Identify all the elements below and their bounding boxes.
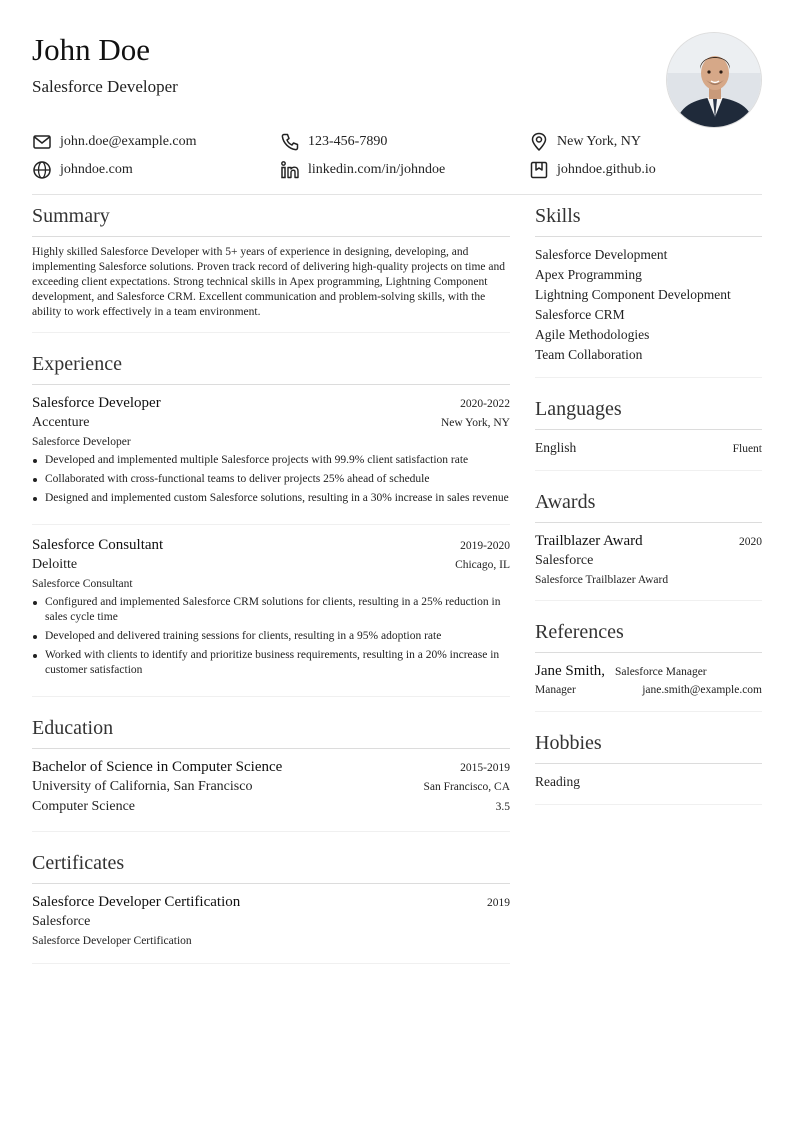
- skill-item: Agile Methodologies: [535, 327, 650, 342]
- job-role: Salesforce Consultant: [32, 578, 133, 590]
- candidate-title: Salesforce Developer: [32, 77, 178, 96]
- achievement-item: Collaborated with cross-functional teams to deliver projects 25% ahead of schedule: [32, 472, 510, 487]
- job-company: Accenture: [32, 415, 90, 430]
- github-text: johndoe.github.io: [557, 162, 656, 177]
- achievement-item: Developed and delivered training sessions for clients, resulting in a 95% adoption rate: [32, 629, 510, 644]
- profile-photo: [666, 32, 762, 128]
- experience-entry: [32, 393, 510, 525]
- skills-heading: Skills: [535, 203, 762, 237]
- right-column: [535, 203, 762, 982]
- skill-item: Lightning Component Development: [535, 287, 731, 302]
- languages-section: [535, 396, 762, 471]
- map-pin-icon: [529, 132, 549, 152]
- award-entry: [535, 531, 762, 601]
- school-location: San Francisco, CA: [423, 781, 510, 793]
- candidate-name: John Doe: [32, 32, 150, 67]
- certificates-heading: Certificates: [32, 850, 510, 884]
- email-text: john.doe@example.com: [60, 134, 197, 149]
- award-description: Salesforce Trailblazer Award: [535, 574, 669, 586]
- contact-website[interactable]: [32, 160, 280, 180]
- references-heading: References: [535, 619, 762, 653]
- degree-name: Bachelor of Science in Computer Science: [32, 759, 283, 775]
- certificate-issuer: Salesforce: [32, 914, 91, 929]
- language-level: Fluent: [732, 443, 762, 455]
- globe-icon: [32, 160, 52, 180]
- languages-heading: Languages: [535, 396, 762, 430]
- references-section: [535, 619, 762, 712]
- contact-phone[interactable]: [280, 132, 529, 152]
- contact-email[interactable]: [32, 132, 280, 152]
- school-name: University of California, San Francisco: [32, 779, 253, 794]
- linkedin-icon: [280, 160, 300, 180]
- language-name: English: [535, 440, 577, 455]
- hobbies-section: [535, 730, 762, 805]
- skills-section: [535, 203, 762, 378]
- field-of-study: Computer Science: [32, 799, 136, 814]
- skills-list: [535, 245, 762, 378]
- job-location: Chicago, IL: [455, 559, 510, 571]
- experience-entry: [32, 535, 510, 697]
- certificate-entry: [32, 892, 510, 964]
- certificates-section: [32, 850, 510, 964]
- achievement-item: Configured and implemented Salesforce CRM solutions for clients, resulting in a 25% reduction in sales cycle time: [32, 595, 510, 625]
- hobby-item: Reading: [535, 774, 580, 789]
- reference-role: Manager: [535, 684, 576, 696]
- reference-email[interactable]: jane.smith@example.com: [642, 684, 762, 696]
- job-position: Salesforce Developer: [32, 395, 161, 411]
- skill-item: Apex Programming: [535, 267, 642, 282]
- job-role: Salesforce Developer: [32, 436, 131, 448]
- education-section: [32, 715, 510, 832]
- contact-info: [32, 132, 762, 195]
- reference-position: Salesforce Manager: [615, 666, 707, 678]
- reference-entry: [535, 661, 762, 712]
- profile-photo-image: [667, 33, 762, 128]
- skill-item: Team Collaboration: [535, 347, 643, 362]
- certificate-description: Salesforce Developer Certification: [32, 935, 192, 947]
- gpa-value: 3.5: [495, 801, 510, 813]
- job-company: Deloitte: [32, 557, 78, 572]
- experience-section: [32, 351, 510, 697]
- contact-location: [529, 132, 762, 152]
- experience-heading: Experience: [32, 351, 510, 385]
- website-text: johndoe.com: [60, 162, 133, 177]
- resume-columns: [32, 203, 762, 982]
- award-issuer: Salesforce: [535, 553, 594, 568]
- job-location: New York, NY: [440, 417, 510, 429]
- phone-text: 123-456-7890: [308, 134, 388, 149]
- hobbies-heading: Hobbies: [535, 730, 762, 764]
- achievement-item: Worked with clients to identify and prioritize business requirements, resulting in a 20% increase in customer satisfaction: [32, 648, 510, 678]
- awards-section: [535, 489, 762, 601]
- language-item: [535, 438, 762, 458]
- contact-github[interactable]: [529, 160, 762, 180]
- left-column: [32, 203, 510, 982]
- phone-icon: [280, 132, 300, 152]
- job-dates: 2019-2020: [460, 540, 510, 552]
- award-year: 2020: [739, 536, 762, 548]
- job-position: Salesforce Consultant: [32, 537, 164, 553]
- certificate-name: Salesforce Developer Certification: [32, 894, 241, 910]
- job-dates: 2020-2022: [460, 398, 510, 410]
- skill-item: Salesforce Development: [535, 247, 668, 262]
- summary-section: [32, 203, 510, 333]
- location-text: New York, NY: [557, 134, 642, 149]
- resume-page: [32, 32, 762, 982]
- reference-name: Jane Smith,: [535, 663, 605, 679]
- job-achievements: [32, 595, 510, 678]
- award-name: Trailblazer Award: [535, 533, 643, 549]
- linkedin-text: linkedin.com/in/johndoe: [308, 162, 446, 177]
- achievement-item: Developed and implemented multiple Salesforce projects with 99.9% client satisfaction rate: [32, 453, 510, 468]
- certificate-year: 2019: [487, 897, 510, 909]
- skill-item: Salesforce CRM: [535, 307, 625, 322]
- summary-text: Highly skilled Salesforce Developer with 5+ years of experience in designing, developing, and implementing Salesforce solutions. Proven track record of delivering high-quality projects on time and exceeding client expectations. Strong technical skills in Apex programming, Lightning Component development, and Salesforce CRM. Excellent communication and problem-solving skills, with the ability to work effectively in a team environment.: [32, 246, 505, 318]
- resume-header: [32, 32, 762, 128]
- achievement-item: Designed and implemented custom Salesforce solutions, resulting in a 30% increase in sales revenue: [32, 491, 510, 506]
- job-achievements: [32, 453, 510, 506]
- awards-heading: Awards: [535, 489, 762, 523]
- education-entry: [32, 757, 510, 832]
- bookmark-icon: [529, 160, 549, 180]
- education-heading: Education: [32, 715, 510, 749]
- education-dates: 2015-2019: [460, 762, 510, 774]
- mail-icon: [32, 132, 52, 152]
- contact-linkedin[interactable]: [280, 160, 529, 180]
- summary-heading: Summary: [32, 203, 510, 237]
